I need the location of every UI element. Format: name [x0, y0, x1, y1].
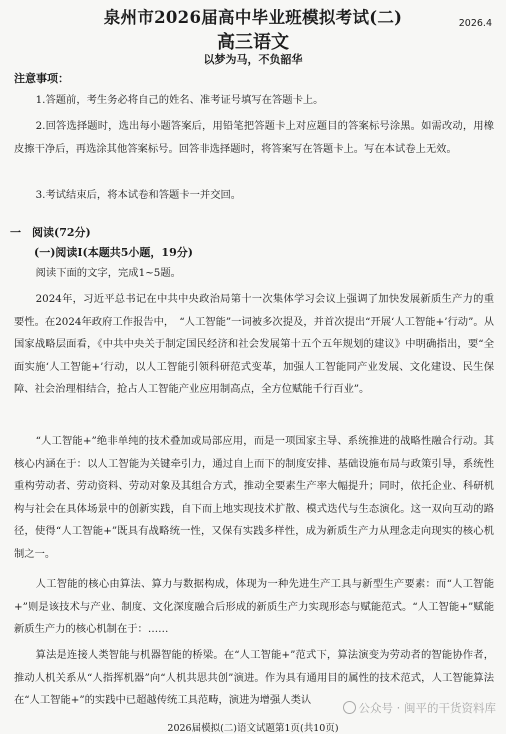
passage-paragraph-3: 人工智能的核心由算法、算力与数据构成，体现为一种先进生产工具与新型生产要素：而“人工智能+”则是该技术与产业、制度、文化深度融合后形成的新质生产力实现形态与赋能范式。“人工智能+”赋能新质生产力的核心机制在于：……: [14, 578, 494, 636]
notice-item-3: 3.考试结束后，将本试卷和答题卡一并交回。: [35, 189, 242, 201]
instruction: 阅读下面的文字，完成1~5题。: [35, 267, 181, 279]
notice-item-1: 1.答题前，考生务必将自己的姓名、准考证号填写在答题卡上。: [35, 94, 324, 106]
section-heading: 一 阅读(72分): [10, 226, 91, 239]
watermark-text: 公众号 · 闽平的干货资料库: [358, 701, 496, 715]
notice-item-2: 2.回答选择题时，选出每小题答案后，用铅笔把答题卡上对应题目的答案标号涂黑。如需改动，用橡皮擦干净后，再选涂其他答案标号。回答非选择题时，将答案写在答题卡上。写在本试卷上无效。: [14, 120, 494, 155]
notice-heading: 注意事项：: [14, 72, 69, 85]
watermark: [343, 700, 496, 716]
wechat-icon: [343, 701, 356, 714]
passage-paragraph-1: 2024年，习近平总书记在中共中央政治局第十一次集体学习会议上强调了加快发展新质生产力的重要性。在2024年政府工作报告中， “人工智能”一词被多次提及，并首次提出“开展‘人工智能+’行动”。从国家战略层面看，《中共中央关于制定国民经济和社会发展第十五个五年规划的建议》中明确指出，要“全面实施‘人工智能+’行动，以人工智能引领科研范式变革，加强人工智能同产业发展、文化建设、民生保障、社会治理相结合，抢占人工智能产业应用制高点，全方位赋能千行百业”。: [14, 293, 494, 396]
subject-title: 高三语文: [217, 32, 289, 53]
exam-date: 2026.4: [458, 18, 492, 29]
motto: 以梦为马，不负韶华: [203, 53, 303, 66]
section-subheading: (一)阅读Ⅰ(本题共5小题，19分): [34, 246, 193, 259]
exam-title: 泉州市2026届高中毕业班模拟考试(二): [103, 8, 403, 27]
passage-paragraph-2: “人工智能+”绝非单纯的技术叠加或局部应用，而是一项国家主导、系统推进的战略性融合行动。其核心内涵在于：以人工智能为关键牵引力，通过自上而下的制度安排、基础设施布局与政策引导，系统性重构劳动者、劳动资料、劳动对象及其组合方式，推动全要素生产率大幅提升；同时，依托企业、科研机构与社会在具体场景中的创新实践，自下而上地实现技术扩散、模式迭代与生态演化。这一双向互动的路径，使得“人工智能+”既具有战略统一性，又保有实践多样性，成为新质生产力从理念走向现实的核心机制之一。: [14, 435, 494, 560]
passage-paragraph-4: 算法是连接人类智能与机器智能的桥梁。在“人工智能+”范式下，算法演变为劳动者的智能协作者，推动人机关系从“人指挥机器”向“人机共思共创”演进。作为具有通用目的属性的技术范式，人工智能算法在“人工智能+”的实践中已超越传统工具范畴，演进为增强人类认: [14, 649, 494, 707]
page-footer: 2026届模拟(二)语文试题第1页(共10页): [167, 723, 339, 734]
